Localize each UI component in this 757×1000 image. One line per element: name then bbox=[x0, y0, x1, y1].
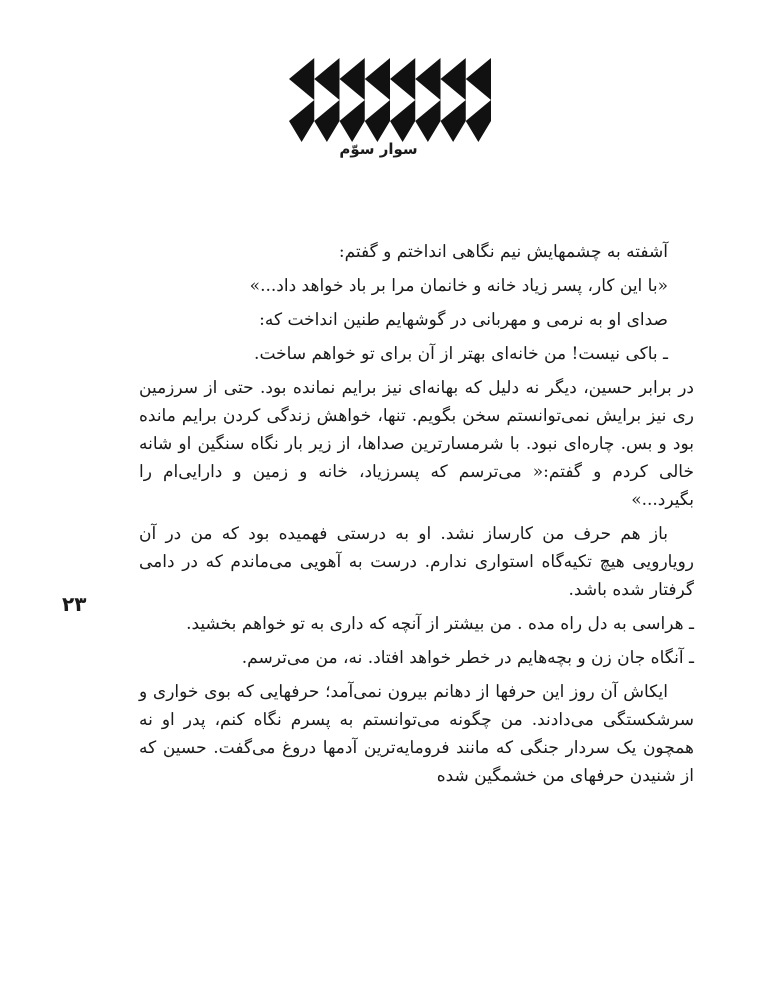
triangle-pattern-ornament bbox=[289, 58, 491, 142]
page-text bbox=[139, 238, 694, 796]
paragraph: ایکاش آن روز این حرفها از دهانم بیرون نمی‌آمد؛ حرفهایی که بوی خواری و سرشکستگی می‌دادند. من چگونه می‌توانستم به پسرم نگاه کنم، پدر او نه همچون یک سردار جنگی که مانند فرومایه‌ترین آدمها دروغ می‌گفت. حسین که از شنیدن حرفهای من خشمگین شده bbox=[139, 682, 694, 786]
paragraph: ـ آنگاه جان زن و بچه‌هایم در خطر خواهد افتاد. نه، من می‌ترسم. bbox=[241, 648, 694, 668]
page-number: ۲۳ bbox=[62, 592, 87, 616]
paragraph: ـ باکی نیست! من خانه‌ای بهتر از آن برای تو خواهم ساخت. bbox=[254, 344, 668, 364]
paragraph: «با این کار، پسر زیاد خانه و خانمان مرا بر باد خواهد داد...» bbox=[249, 276, 668, 296]
paragraph: در برابر حسین، دیگر نه دلیل که بهانه‌ای نیز برایم نمانده بود. حتی از سرزمین ری نیز برایش نمی‌توانستم سخن بگویم. تنها، خواهش زندگی کردن برایم مانده بود و بس. چاره‌ای نبود. با شرمسارترین صداها، از زیر بار نگاه سنگین او شانه خالی کردم و گفتم:« می‌ترسم که پسرزیاد، خانه و زمین و دارایی‌ام را بگیرد...» bbox=[139, 378, 694, 510]
paragraph: باز هم حرف من کارساز نشد. او به درستی فهمیده بود که من در آن رویارویی هیچ تکیه‌گاه استواری ندارم. درست به آهویی می‌ماندم که در دامی گرفتار شده باشد. bbox=[139, 524, 694, 600]
paragraph: آشفته به چشمهایش نیم نگاهی انداختم و گفتم: bbox=[338, 242, 668, 262]
paragraph: صدای او به نرمی و مهربانی در گوشهایم طنین انداخت که: bbox=[259, 310, 668, 330]
chapter-title: سوار سوّم bbox=[339, 140, 418, 158]
paragraph: ـ هراسی به دل راه مده . من بیشتر از آنچه که داری به تو خواهم بخشید. bbox=[186, 614, 694, 634]
